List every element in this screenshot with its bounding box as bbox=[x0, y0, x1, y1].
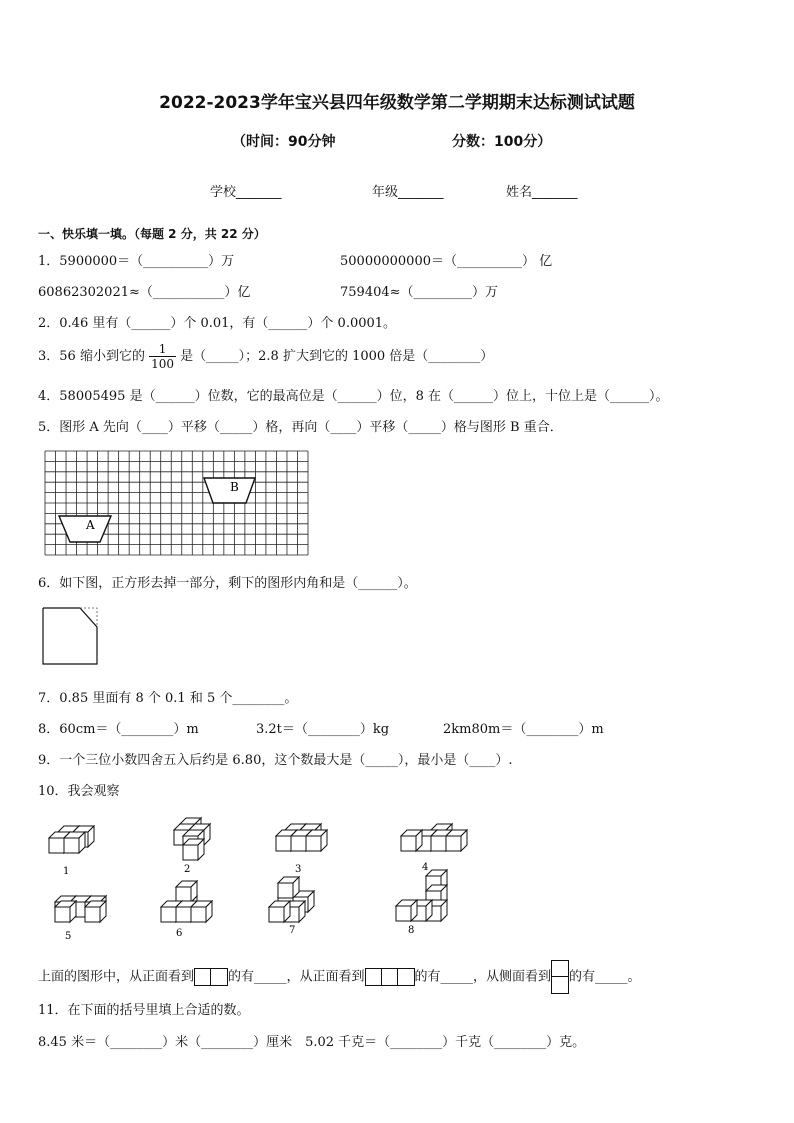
question-10-line bbox=[38, 960, 641, 994]
figure-label-2: 2 bbox=[184, 864, 191, 875]
question-10-title: 10．我会观察 bbox=[38, 784, 120, 799]
question-2: 2．0.46 里有（______）个 0.01，有（______）个 0.0001。 bbox=[38, 316, 397, 331]
question-1d: 759404≈（_________）万 bbox=[340, 285, 499, 300]
cube-figures bbox=[30, 812, 480, 944]
school-field: 学校_______ bbox=[210, 185, 282, 200]
question-1a: 1．5900000＝（__________）万 bbox=[38, 254, 235, 269]
shape-b-label: B bbox=[230, 480, 239, 494]
shape-a bbox=[59, 516, 111, 542]
figure-label-6: 6 bbox=[176, 928, 183, 939]
question-8b: 3.2t＝（________）kg bbox=[256, 722, 390, 737]
question-7: 7．0.85 里面有 8 个 0.1 和 5 个________。 bbox=[38, 691, 298, 706]
shape-a-label: A bbox=[86, 518, 95, 532]
figure-label-8: 8 bbox=[408, 925, 415, 936]
fraction bbox=[149, 342, 176, 371]
question-3 bbox=[38, 340, 493, 374]
question-11-line: 8.45 米＝（________）米（________）厘米 5.02 千克＝（________）千克（________）克。 bbox=[38, 1035, 586, 1050]
grade-field: 年级_______ bbox=[372, 185, 444, 200]
figure-label-1: 1 bbox=[63, 866, 70, 877]
q10-text-d: 的有_____。 bbox=[569, 969, 641, 985]
question-6: 6．如下图，正方形去掉一部分，剩下的图形内角和是（______）。 bbox=[38, 576, 417, 591]
front-view-three-squares bbox=[365, 968, 415, 986]
exam-score: 分数：100分） bbox=[452, 134, 552, 150]
figure-label-4: 4 bbox=[422, 862, 429, 873]
side-view-two-squares bbox=[551, 960, 569, 994]
figure-label-7: 7 bbox=[289, 925, 296, 936]
exam-time: （时间：90分钟 bbox=[232, 134, 336, 150]
question-9: 9．一个三位小数四舍五入后约是 6.80，这个数最大是（_____），最小是（____）. bbox=[38, 753, 513, 768]
q10-text-c: 的有_____，从侧面看到 bbox=[414, 969, 552, 985]
cut-square-figure bbox=[40, 605, 100, 667]
translation-grid bbox=[44, 450, 309, 556]
question-5: 5．图形 A 先向（____）平移（_____）格，再向（____）平移（_____）格与图形 B 重合． bbox=[38, 420, 563, 435]
fraction-numerator: 1 bbox=[149, 342, 176, 357]
front-view-two-squares bbox=[194, 968, 228, 986]
q10-text-b: 的有_____，从正面看到 bbox=[228, 969, 365, 985]
fraction-denominator: 100 bbox=[151, 357, 174, 371]
question-8c: 2km80m＝（________）m bbox=[443, 722, 604, 737]
page-title: 2022-2023学年宝兴县四年级数学第二学期期末达标测试试题 bbox=[159, 93, 635, 113]
question-1c: 60862302021≈（___________）亿 bbox=[38, 285, 251, 300]
question-4: 4．58005495 是（______）位数，它的最高位是（______）位，8 在（______）位上，十位上是（______）。 bbox=[38, 389, 669, 404]
question-3-suffix: 是（_____）；2.8 扩大到它的 1000 倍是（________） bbox=[180, 349, 494, 364]
question-11-title: 11．在下面的括号里填上合适的数。 bbox=[38, 1003, 250, 1018]
figure-label-3: 3 bbox=[295, 864, 302, 875]
question-8a: 8．60cm＝（________）m bbox=[38, 722, 199, 737]
question-1b: 50000000000＝（__________） 亿 bbox=[340, 254, 553, 269]
q10-text-a: 上面的图形中，从正面看到 bbox=[38, 969, 195, 985]
name-field: 姓名_______ bbox=[506, 185, 578, 200]
section-heading: 一、快乐填一填。（每题 2 分，共 22 分） bbox=[38, 227, 266, 241]
question-3-prefix: 3．56 缩小到它的 bbox=[38, 349, 145, 364]
figure-label-5: 5 bbox=[65, 931, 72, 942]
